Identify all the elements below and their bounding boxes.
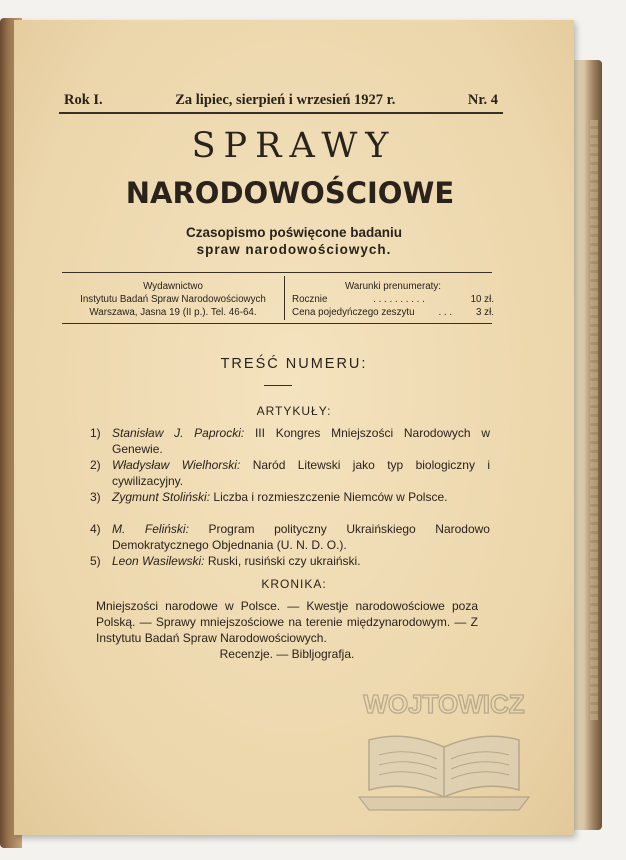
journal-subtitle-1: Czasopismo poświęcone badaniu [185,225,403,240]
publisher-info [62,280,284,319]
year-label: Rok I. [64,92,103,108]
issue-number: Nr. 4 [467,92,498,108]
article-item: 3) Zygmunt Stoliński: Liczba i rozmieszczenie Niemców w Polsce. [90,490,448,504]
book-spine-right [572,60,602,830]
journal-page [14,20,574,835]
article-item: 5) Leon Wasilewski: Ruski, rusiński czy ukraiński. [90,554,361,568]
article-author: Władysław Wielhorski: [112,458,241,472]
article-title: Program polityczny Ukraińskiego Narodowo Demokratycznego Objednania (U. N. D. O.). [112,522,490,552]
info-rule-top [62,272,492,273]
article-author: M. Feliński: [112,522,189,536]
info-divider [284,276,285,320]
journal-title-line1: SPRAWY [191,126,397,166]
article-title: III Kongres Mniejszości Narodowych w Genewie. [112,426,490,456]
article-item: 4) M. Feliński: Program polityczny Ukraińskiego Narodowo Demokratycznego Objednania (U. N. D. O.). [90,522,490,552]
article-author: Zygmunt Stoliński: [112,490,211,504]
contents-title: TREŚĆ NUMERU: [220,356,368,372]
articles-heading: ARTYKUŁY: [256,404,332,418]
chronicle-heading: KRONIKA: [261,577,327,591]
header-rule [59,112,503,114]
period-label: Za lipiec, sierpień i wrzesień 1927 r. [175,92,396,108]
journal-title-line2: NARODOWOŚCIOWE [125,176,455,210]
article-author: Stanisław J. Paprocki: [112,426,245,440]
contents-rule [264,385,292,386]
article-title: Liczba i rozmieszczenie Niemców w Polsce. [213,490,448,504]
article-author: Leon Wasilewski: [112,554,205,568]
article-title: Naród Litewski jako typ biologiczny i cywilizacyjny. [112,458,490,488]
chronicle-text: Mniejszości narodowe w Polsce. — Kwestje narodowościowe poza Polską. — Sprawy mniejszościowe na terenie międzynarodowym. — Z Instytutu Badań Spraw Narodowościowych. Recenzje. — Bibljografja. [96,599,478,661]
journal-subtitle-2: spraw narodowościowych. [196,242,392,257]
open-book-icon [349,685,539,825]
info-rule-bottom [62,323,492,324]
watermark-text: WOJTOWICZ [363,689,525,719]
issue-header [64,92,498,109]
publisher-name: Instytutu Badań Spraw Narodowościowych [80,294,266,305]
subscription-heading: Warunki prenumeraty: [344,281,441,292]
article-item: 1) Stanisław J. Paprocki: III Kongres Mniejszości Narodowych w Genewie. [90,426,490,456]
publisher-address: Warszawa, Jasna 19 (II p.). Tel. 46-64. [89,307,257,318]
subscription-info [292,280,494,319]
publisher-label: Wydawnictwo [143,281,203,292]
article-title: Ruski, rusiński czy ukraiński. [207,554,361,568]
article-item: 2) Władysław Wielhorski: Naród Litewski jako typ biologiczny i cywilizacyjny. [90,458,490,488]
subscription-row: Rocznie . . . . . . . . . . 10 zł. [292,294,494,305]
subscription-row: Cena pojedyńczego zeszytu . . . 3 zł. [292,307,494,318]
